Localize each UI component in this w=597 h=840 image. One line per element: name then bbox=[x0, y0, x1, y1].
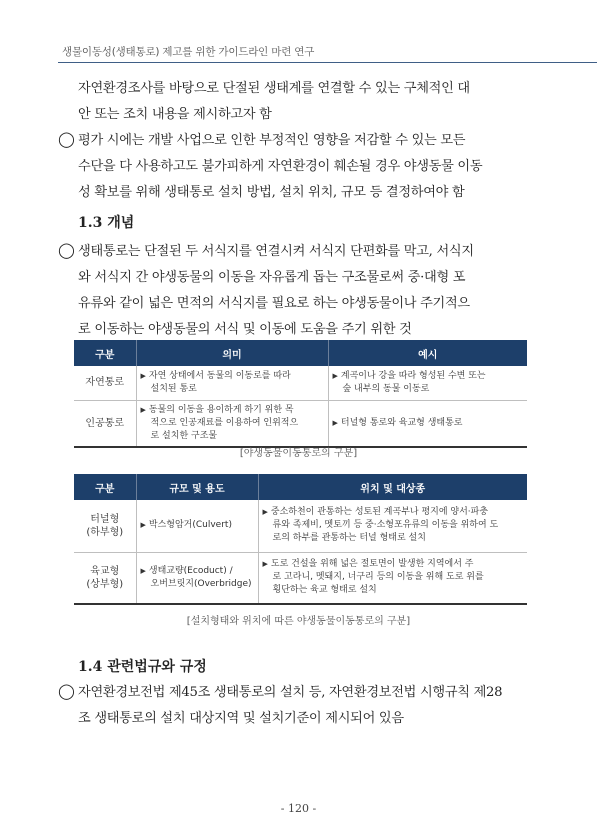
triangle-bullet-icon: ▶ bbox=[140, 371, 146, 380]
row-type bbox=[74, 500, 136, 552]
table1-caption: [야생동물이동통로의 구분] bbox=[239, 448, 358, 459]
table2-caption: [설치형태와 위치에 따른 야생동물이동통로의 구분] bbox=[186, 616, 411, 627]
section-heading-concept: 1.3 개념 bbox=[78, 215, 135, 231]
regulations-line: 조 생태통로의 설치 대상지역 및 설치기준이 제시되어 있음 bbox=[78, 711, 404, 726]
passage-types-table bbox=[74, 340, 527, 448]
triangle-bullet-icon: ▶ bbox=[332, 371, 338, 380]
table-header-cell: 구분 bbox=[74, 340, 136, 366]
table-header-cell: 규모 및 용도 bbox=[136, 474, 258, 500]
meaning-text: 로 설치한 구조물 bbox=[150, 430, 218, 441]
concept-line: 생태통로는 단절된 두 서식지를 연결시켜 서식지 단편화를 막고, 서식지 bbox=[78, 244, 474, 259]
example-text: 계곡이나 강을 따라 형성된 수변 또는 bbox=[340, 370, 486, 381]
row-scale bbox=[136, 500, 258, 552]
row-scale bbox=[136, 552, 258, 604]
row-meaning bbox=[136, 366, 328, 400]
table-header-cell: 위치 및 대상종 bbox=[258, 474, 527, 500]
table-row bbox=[74, 400, 527, 447]
row-type: 자연통로 bbox=[74, 366, 136, 400]
row-example bbox=[328, 366, 527, 400]
table-row bbox=[74, 366, 527, 400]
location-text: 도로 건설을 위해 넓은 절토면이 발생한 지역에서 주 bbox=[270, 559, 474, 570]
intro-bullet-line: 수단을 다 사용하고도 불가피하게 자연환경이 훼손될 경우 야생동물 이동 bbox=[78, 159, 483, 174]
scale-text: 오버브릿지(Overbridge) bbox=[150, 578, 252, 589]
circle-bullet-icon: ◯ bbox=[58, 241, 75, 259]
regulations-line: 자연환경보전법 제45조 생태통로의 설치 등, 자연환경보전법 시행규칙 제28 bbox=[78, 685, 503, 700]
running-header: 생물이동성(생태통로) 제고를 위한 가이드라인 마련 연구 bbox=[62, 46, 315, 58]
concept-paragraph bbox=[58, 237, 538, 343]
location-text: 로 고라니, 멧돼지, 너구리 등의 이동을 위해 도로 위를 bbox=[272, 572, 484, 583]
table-header-cell: 구분 bbox=[74, 474, 136, 500]
example-text: 숲 내부의 동물 이동로 bbox=[342, 383, 430, 394]
location-text: 류와 족제비, 멧토끼 등 중·소형포유류의 이동을 위하여 도 bbox=[272, 520, 499, 531]
concept-line: 로 이동하는 야생동물의 서식 및 이동에 도움을 주기 위한 것 bbox=[78, 322, 412, 337]
concept-line: 유류와 같이 넓은 면적의 서식지를 필요로 하는 야생동물이나 주기적으 bbox=[78, 296, 470, 311]
intro-line: 안 또는 조치 내용을 제시하고자 함 bbox=[78, 107, 272, 122]
intro-continuation bbox=[78, 76, 538, 128]
row-location bbox=[258, 500, 527, 552]
location-text: 횡단하는 육교 형태로 설치 bbox=[272, 585, 377, 596]
header-rule bbox=[58, 62, 597, 63]
type-text: 터널형 bbox=[90, 513, 120, 525]
circle-bullet-icon: ◯ bbox=[58, 682, 75, 700]
triangle-bullet-icon: ▶ bbox=[140, 521, 146, 530]
row-type bbox=[74, 552, 136, 604]
type-text: (하부형) bbox=[86, 526, 124, 538]
intro-bullet-line: 평가 시에는 개발 사업으로 인한 부정적인 영향을 저감할 수 있는 모든 bbox=[78, 133, 466, 148]
triangle-bullet-icon: ▶ bbox=[140, 405, 146, 414]
scale-text: 생태교량(Ecoduct) / bbox=[148, 565, 233, 576]
row-type: 인공통로 bbox=[74, 400, 136, 447]
meaning-text: 적으로 인공재료를 이용하여 인위적으 bbox=[150, 417, 299, 428]
installation-types-table bbox=[74, 474, 527, 605]
intro-bullet-paragraph bbox=[58, 126, 538, 206]
row-location bbox=[258, 552, 527, 604]
meaning-text: 동물의 이동을 용이하게 하기 위한 목 bbox=[148, 404, 294, 415]
triangle-bullet-icon: ▶ bbox=[332, 418, 338, 427]
meaning-text: 설치된 통로 bbox=[150, 383, 197, 394]
example-text: 터널형 통로와 육교형 생태통로 bbox=[340, 417, 463, 428]
page-number: - 120 - bbox=[280, 802, 317, 815]
regulations-paragraph bbox=[58, 678, 538, 732]
meaning-text: 자연 상태에서 동물의 이동로를 따라 bbox=[148, 370, 291, 381]
circle-bullet-icon: ◯ bbox=[58, 130, 75, 148]
location-text: 로의 하부를 관통하는 터널 형태로 설치 bbox=[272, 533, 426, 544]
intro-line: 자연환경조사를 바탕으로 단절된 생태계를 연결할 수 있는 구체적인 대 bbox=[78, 81, 470, 96]
row-meaning bbox=[136, 400, 328, 447]
scale-text: 박스형암거(Culvert) bbox=[148, 520, 232, 531]
triangle-bullet-icon: ▶ bbox=[262, 560, 268, 569]
type-text: (상부형) bbox=[86, 578, 124, 590]
concept-line: 와 서식지 간 야생동물의 이동을 자유롭게 돕는 구조물로써 중·대형 포 bbox=[78, 270, 466, 285]
row-example bbox=[328, 400, 527, 447]
table-row bbox=[74, 552, 527, 604]
type-text: 육교형 bbox=[90, 565, 120, 577]
intro-bullet-line: 성 확보를 위해 생태통로 설치 방법, 설치 위치, 규모 등 결정하여야 함 bbox=[78, 185, 465, 200]
table-header-cell: 예시 bbox=[328, 340, 527, 366]
table-row bbox=[74, 500, 527, 552]
location-text: 중소하천이 관통하는 성토된 계곡부나 평지에 양서·파충 bbox=[270, 507, 489, 518]
triangle-bullet-icon: ▶ bbox=[140, 566, 146, 575]
table-header-cell: 의미 bbox=[136, 340, 328, 366]
triangle-bullet-icon: ▶ bbox=[262, 508, 268, 517]
section-heading-regulations: 1.4 관련법규와 규정 bbox=[78, 659, 207, 675]
